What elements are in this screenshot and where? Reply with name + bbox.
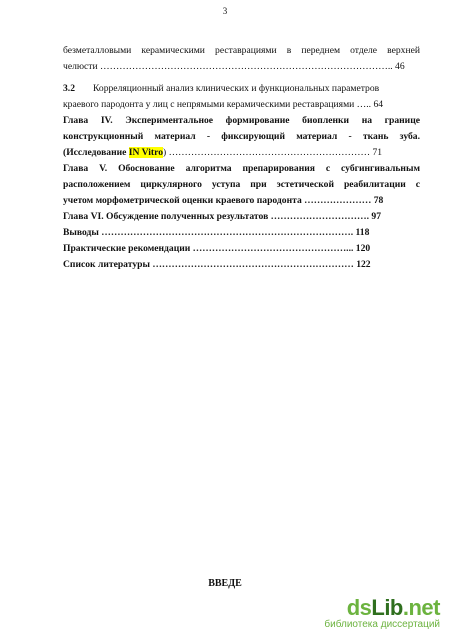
highlighted-text: IN Vitro — [128, 147, 163, 158]
watermark — [290, 595, 440, 630]
page-number: 3 — [222, 6, 228, 16]
toc-item-number: 3.2 — [63, 83, 75, 94]
watermark-subtitle: библиотека диссертаций — [324, 619, 440, 630]
toc-text: (Исследование — [63, 147, 129, 158]
toc-line: учетом морфометрической оценки краевого пародонта ………………… 78 — [63, 195, 384, 206]
toc-recommendations: Практические рекомендации …………………………………………... 120 — [63, 243, 371, 254]
toc-references: Список литературы ……………………………………………………… 122 — [63, 259, 371, 270]
toc-chapter-5: Глава V. Обоснование алгоритма препарирования с субгингивальным — [63, 163, 420, 174]
watermark-logo — [290, 595, 440, 621]
toc-line — [63, 145, 420, 161]
toc-text: ) ……………………………………………………… 71 — [163, 147, 383, 158]
toc-conclusions: Выводы ……………………………………………………………………. 118 — [63, 227, 370, 238]
logo-part: .net — [402, 595, 440, 620]
toc-line: безметалловыми керамическими реставрациями в переднем отделе верхней — [63, 45, 420, 56]
toc-line: конструкционный материал - фиксирующий материал - ткань зуба. — [63, 131, 420, 142]
toc-chapter-6: Глава VI. Обсуждение полученных результатов …………………………. 97 — [63, 211, 381, 222]
toc-line: краевого пародонта у лиц с непрямыми керамическими реставрациями ….. 64 — [63, 99, 384, 110]
logo-part: Lib — [371, 595, 403, 620]
toc-line: челюсти ……………………………………………………………………………….. 46 — [63, 61, 405, 72]
toc-item-title: Корреляционный анализ клинических и функциональных параметров — [93, 83, 380, 94]
toc-chapter-4: Глава IV. Экспериментальное формирование биопленки на границе — [63, 115, 420, 126]
toc-line: расположением циркулярного уступа при эстетической реабилитации с — [63, 179, 420, 190]
table-of-contents — [63, 43, 420, 273]
section-heading: ВВЕДЕ — [208, 578, 242, 589]
logo-part: ds — [346, 595, 372, 620]
toc-item-3-2 — [63, 81, 420, 97]
